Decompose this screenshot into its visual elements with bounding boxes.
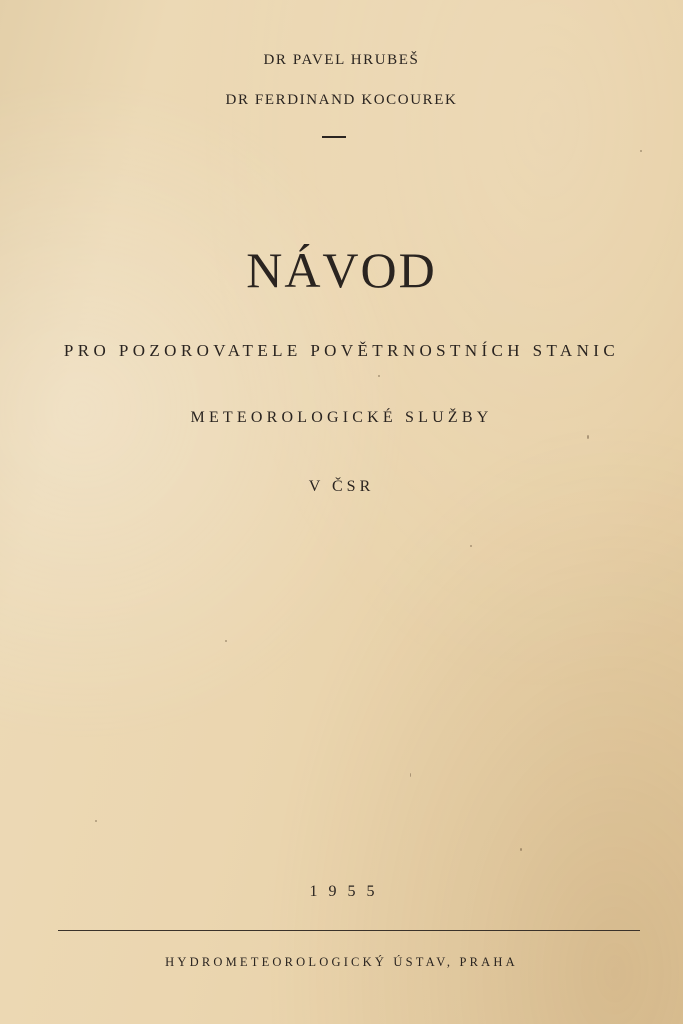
- paper-speck: [470, 545, 472, 547]
- book-title: NÁVOD: [246, 242, 437, 298]
- paper-speck: [225, 640, 227, 642]
- separator-dash: [322, 136, 346, 138]
- horizontal-rule: [58, 930, 640, 931]
- subtitle-line: PRO POZOROVATELE POVĚTRNOSTNÍCH STANIC: [63, 341, 620, 360]
- subtitle-line: METEOROLOGICKÉ SLUŽBY: [190, 409, 493, 426]
- paper-speck: [410, 773, 411, 777]
- subtitle-line: V ČSR: [308, 478, 375, 495]
- paper-speck: [378, 375, 380, 377]
- author-name: DR PAVEL HRUBEŠ: [263, 52, 420, 68]
- paper-speck: [587, 435, 589, 439]
- author-name: DR FERDINAND KOCOUREK: [225, 92, 458, 108]
- paper-speck: [640, 150, 642, 152]
- publication-year: 1955: [309, 883, 386, 900]
- paper-speck: [95, 820, 97, 822]
- paper-speck: [520, 848, 522, 851]
- publisher-name: HYDROMETEOROLOGICKÝ ÚSTAV, PRAHA: [165, 955, 518, 969]
